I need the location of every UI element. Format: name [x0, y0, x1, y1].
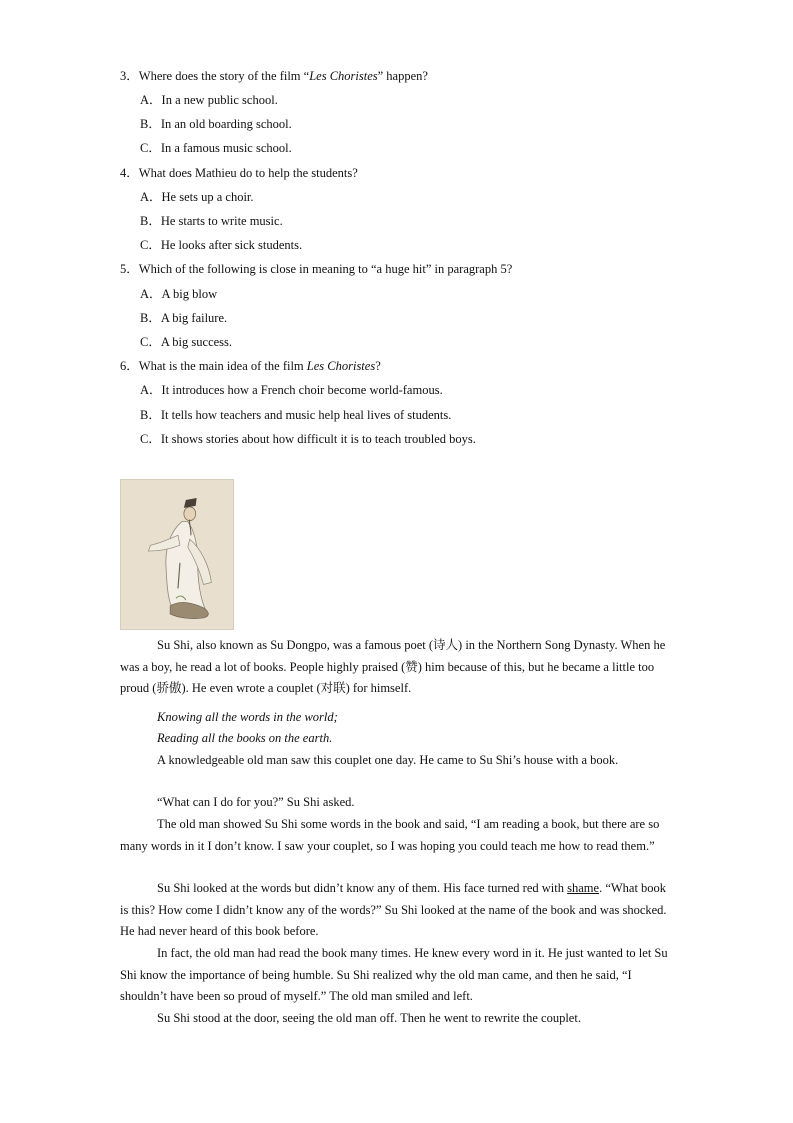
- option-text: In a new public school.: [161, 93, 278, 107]
- film-title: Les Choristes: [309, 69, 378, 83]
- couplet-line-1: Knowing all the words in the world;: [157, 710, 338, 724]
- question-number: 5．: [120, 262, 139, 276]
- option-letter: A．: [140, 93, 162, 107]
- question-number: 3．: [120, 69, 139, 83]
- option-letter: A．: [140, 287, 162, 301]
- option-text: A big blow: [161, 287, 218, 301]
- question-6: [120, 358, 381, 374]
- option-letter: A．: [140, 190, 162, 204]
- option-5b: [140, 310, 227, 326]
- option-3b: [140, 116, 292, 132]
- option-letter: C．: [140, 432, 161, 446]
- option-letter: B．: [140, 117, 161, 131]
- passage-paragraph-6: In fact, the old man had read the book many times. He knew every word in it. He just wanted to let Su Shi know the importance of being humble. Su Shi realized why the old man came, and then he said, “I shouldn’t have been so proud of myself.” The old man smiled and left.: [120, 946, 668, 1003]
- option-6a: [140, 382, 443, 398]
- option-text: He sets up a choir.: [161, 190, 254, 204]
- passage-paragraph-5: [120, 878, 675, 943]
- option-6c: [140, 431, 476, 447]
- option-text: A big success.: [160, 335, 233, 349]
- question-text-end: ?: [375, 359, 381, 373]
- option-letter: C．: [140, 238, 161, 252]
- option-letter: C．: [140, 335, 161, 349]
- option-text: It tells how teachers and music help heal lives of students.: [160, 408, 452, 422]
- option-text: He looks after sick students.: [160, 238, 303, 252]
- question-5: [120, 261, 512, 277]
- question-text: What does Mathieu do to help the students?: [138, 166, 358, 180]
- passage-paragraph-4: The old man showed Su Shi some words in the book and said, “I am reading a book, but there are so many words in it I don’t know. I saw your couplet, so I was hoping you could teach me how to read them.”: [120, 817, 660, 853]
- question-text: Where does the story of the film “: [138, 69, 310, 83]
- passage-paragraph-2: A knowledgeable old man saw this couplet one day. He came to Su Shi’s house with a book.: [157, 753, 619, 767]
- option-letter: B．: [140, 214, 161, 228]
- option-6b: [140, 407, 451, 423]
- film-title: Les Choristes: [306, 359, 376, 373]
- option-4a: [140, 189, 254, 205]
- option-letter: B．: [140, 408, 161, 422]
- option-text: It shows stories about how difficult it is to teach troubled boys.: [160, 432, 476, 446]
- option-5c: [140, 334, 232, 350]
- paragraph-5-start: Su Shi looked at the words but didn’t know any of them. His face turned red with: [157, 881, 568, 895]
- option-letter: C．: [140, 141, 161, 155]
- portrait-illustration-icon: [121, 480, 233, 629]
- passage-paragraph-3: “What can I do for you?” Su Shi asked.: [157, 795, 355, 809]
- passage-paragraph-7: Su Shi stood at the door, seeing the old man off. Then he went to rewrite the couplet.: [157, 1011, 581, 1025]
- couplet-line-2: Reading all the books on the earth.: [157, 731, 333, 745]
- option-letter: B．: [140, 311, 161, 325]
- option-text: In a famous music school.: [160, 141, 292, 155]
- option-4b: [140, 213, 283, 229]
- option-3c: [140, 140, 292, 156]
- question-text-end: ” happen?: [377, 69, 428, 83]
- option-text: It introduces how a French choir become world-famous.: [161, 383, 443, 397]
- option-text: In an old boarding school.: [160, 117, 292, 131]
- question-text: Which of the following is close in meaning to “a huge hit” in paragraph 5?: [138, 262, 513, 276]
- question-number: 4．: [120, 166, 139, 180]
- option-letter: A．: [140, 383, 162, 397]
- paragraph-5-end: . “What book is this? How come I didn’t know any of the words?” Su Shi looked at the name of the book and was shocked. He had never heard of this book before.: [120, 881, 667, 938]
- question-number: 6．: [120, 359, 139, 373]
- option-text: He starts to write music.: [160, 214, 283, 228]
- underlined-word: shame: [567, 881, 600, 895]
- question-3: [120, 68, 428, 84]
- option-5a: [140, 286, 217, 302]
- question-4: [120, 165, 358, 181]
- passage-paragraph-1: Su Shi, also known as Su Dongpo, was a famous poet (诗人) in the Northern Song Dynasty. When he was a boy, he read a lot of books. People highly praised (赞) him because of this, but he became a little too proud (骄傲). He even wrote a couplet (对联) for himself.: [120, 638, 666, 695]
- question-text: What is the main idea of the film: [138, 359, 307, 373]
- su-shi-portrait-image: [120, 479, 234, 630]
- option-4c: [140, 237, 302, 253]
- option-text: A big failure.: [160, 311, 228, 325]
- option-3a: [140, 92, 278, 108]
